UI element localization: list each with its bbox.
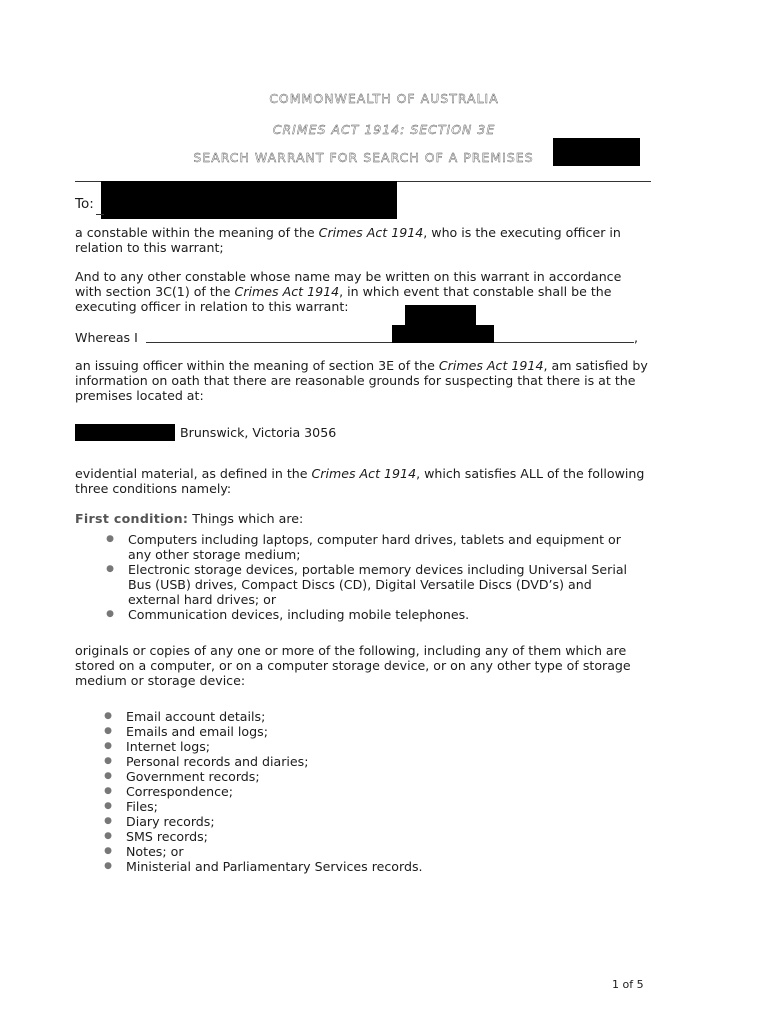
- document-title-heading: SEARCH WARRANT FOR SEARCH OF A PREMISES: [193, 150, 534, 165]
- to-underline: [96, 214, 104, 215]
- page-number: 1 of 5: [612, 978, 644, 991]
- whereas-label: Whereas I: [75, 330, 138, 345]
- list-item: ● Electronic storage devices, portable memory devices including Universal Serial Bus (USB) drives, Compact Discs (CD), Digital Versatile Discs (DVD’s) and external hard drives; or: [106, 562, 628, 607]
- list-item: ● Diary records;: [104, 814, 215, 829]
- bullet-icon: ●: [104, 846, 112, 856]
- bullet-icon: ●: [104, 741, 112, 751]
- things-list: [106, 532, 646, 622]
- list-item: ● Communication devices, including mobile telephones.: [106, 607, 470, 622]
- list-item: ● Emails and email logs;: [104, 724, 268, 739]
- document-act-heading: CRIMES ACT 1914: SECTION 3E: [272, 122, 496, 137]
- bullet-icon: ●: [104, 861, 112, 871]
- list-item: ● Internet logs;: [104, 739, 211, 754]
- bullet-icon: ●: [106, 534, 114, 544]
- list-item: ● Ministerial and Parliamentary Services records.: [104, 859, 423, 874]
- list-item: ● SMS records;: [104, 829, 208, 844]
- bullet-icon: ●: [104, 801, 112, 811]
- list-item: ● Personal records and diaries;: [104, 754, 309, 769]
- bullet-icon: ●: [104, 831, 112, 841]
- first-condition-heading: First condition: Things which are:: [75, 511, 304, 526]
- bullet-icon: ●: [104, 816, 112, 826]
- originals-or-copies-paragraph: originals or copies of any one or more of the following, including any of them which are stored on a computer, or on a computer storage device, or on any other type of storage medium or storage device:: [75, 643, 631, 688]
- issuing-officer-name-line: [146, 342, 634, 343]
- list-item: ● Files;: [104, 799, 158, 814]
- evidential-material-paragraph: evidential material, as defined in the Crimes Act 1914, which satisfies ALL of the following three conditions namely:: [75, 466, 645, 496]
- redaction-box: [75, 424, 175, 441]
- redaction-box: [553, 138, 640, 166]
- list-item: ● Notes; or: [104, 844, 184, 859]
- document-jurisdiction-heading: COMMONWEALTH OF AUSTRALIA: [269, 91, 499, 106]
- to-label: To:: [75, 196, 94, 212]
- list-item: ● Government records;: [104, 769, 260, 784]
- executing-officer-paragraph: a constable within the meaning of the Crimes Act 1914, who is the executing officer in relation to this warrant;: [75, 225, 621, 255]
- whereas-comma: ,: [634, 330, 639, 345]
- redaction-box: [405, 305, 476, 325]
- bullet-icon: ●: [106, 564, 114, 574]
- redaction-box: [101, 181, 397, 219]
- bullet-icon: ●: [104, 786, 112, 796]
- other-constable-paragraph: And to any other constable whose name may be written on this warrant in accordance with section 3C(1) of the Crimes Act 1914, in which event that constable shall be the executing officer in relation to this warrant:: [75, 269, 622, 314]
- bullet-icon: ●: [104, 771, 112, 781]
- premises-address: Brunswick, Victoria 3056: [180, 425, 337, 440]
- bullet-icon: ●: [104, 756, 112, 766]
- records-list: [104, 709, 626, 874]
- bullet-icon: ●: [106, 609, 114, 619]
- list-item: ● Correspondence;: [104, 784, 233, 799]
- redaction-box: [392, 325, 494, 343]
- issuing-officer-paragraph: an issuing officer within the meaning of section 3E of the Crimes Act 1914, am satisfied by information on oath that there are reasonable grounds for suspecting that there is at the premises located at:: [75, 358, 648, 403]
- list-item: ● Email account details;: [104, 709, 266, 724]
- list-item: ● Computers including laptops, computer hard drives, tablets and equipment or any other storage medium;: [106, 532, 621, 562]
- bullet-icon: ●: [104, 726, 112, 736]
- bullet-icon: ●: [104, 711, 112, 721]
